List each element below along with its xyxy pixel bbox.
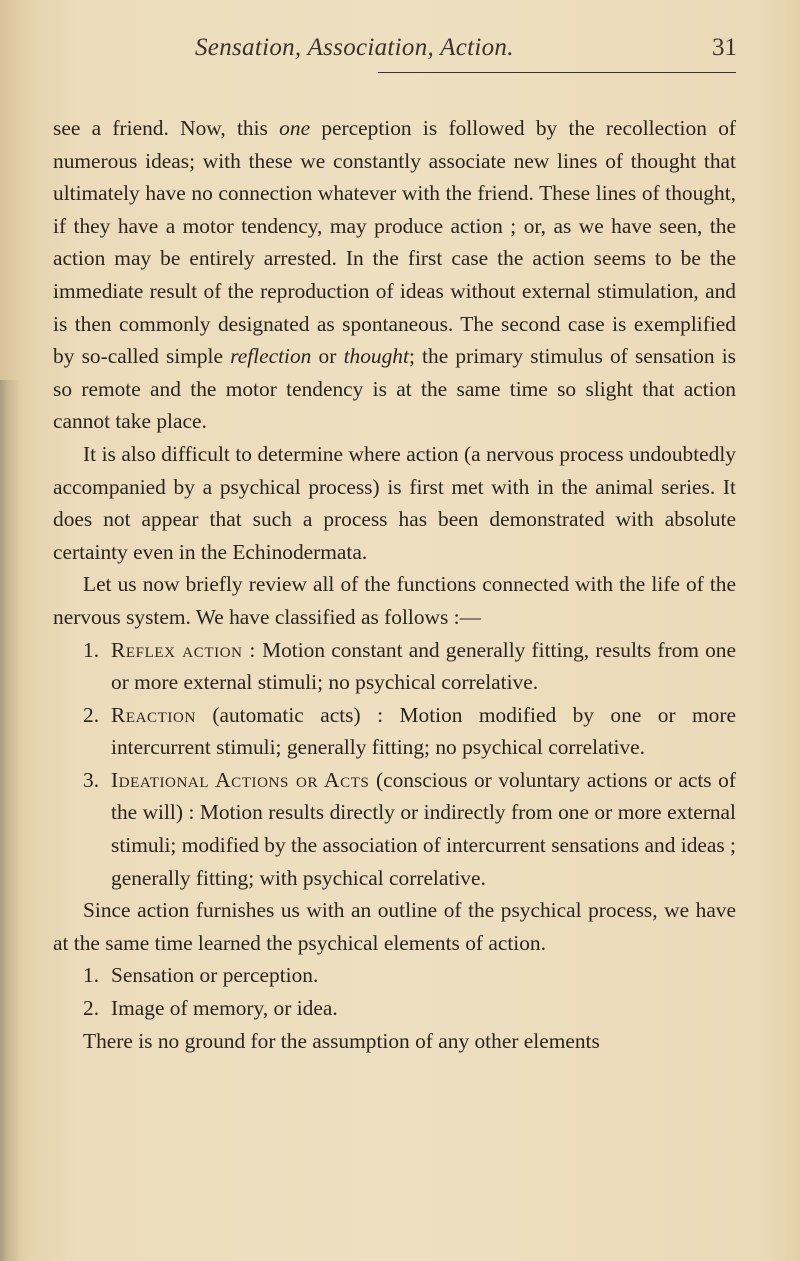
paragraph: Since action furnishes us with an outline of the psychical process, we have at the same time learned the psychical elements of action.: [53, 898, 736, 955]
page-number: 31: [712, 34, 737, 61]
list-item: 1. Sensation or perception.: [83, 963, 319, 988]
paragraph: It is also difficult to determine where action (a nervous process undoubtedly accompanied by a psychical process) is first met with in the animal series. It does not appear that such a process has been demonstrated with absolute certainty even in the Echinodermata.: [53, 441, 736, 564]
list-item: 3. Ideational Actions or Acts (conscious or voluntary actions or acts of the will) : Motion results directly or indirectly from one or more external stimuli; modified by the association of intercurrent sensations and ideas ; generally fitting; with psychical correlative.: [83, 767, 736, 890]
header-rule: [378, 72, 736, 73]
paragraph: see a friend. Now, this one perception is followed by the recollection of numerous ideas; with these we constantly associate new lines of thought that ultimately have no connection whatever with the friend. These lines of thought, if they have a motor tendency, may produce action ; or, as we have seen, the action may be entirely arrested. In the first case the action seems to be the immediate result of the reproduction of ideas without external stimulation, and is then commonly designated as spontaneous. The second case is exemplified by so-called simple reflection or thought; the primary stimulus of sensation is so remote and the motor tendency is at the same time so slight that action cannot take place.: [53, 116, 737, 434]
list-item: 1. Reflex action : Motion constant and generally fitting, results from one or more external stimuli; no psychical correlative.: [83, 637, 736, 695]
page-gutter-shadow: [0, 380, 20, 1261]
paragraph: There is no ground for the assumption of any other elements: [83, 1028, 600, 1053]
paragraph: Let us now briefly review all of the functions connected with the life of the nervous system. We have classified as follows :—: [53, 572, 736, 629]
body-text: [53, 112, 736, 1057]
list-item: 2. Image of memory, or idea.: [83, 996, 338, 1021]
list-item: 2. Reaction (automatic acts) : Motion modified by one or more intercurrent stimuli; generally fitting; no psychical correlative.: [83, 702, 736, 760]
running-title: Sensation, Association, Action.: [195, 34, 514, 61]
